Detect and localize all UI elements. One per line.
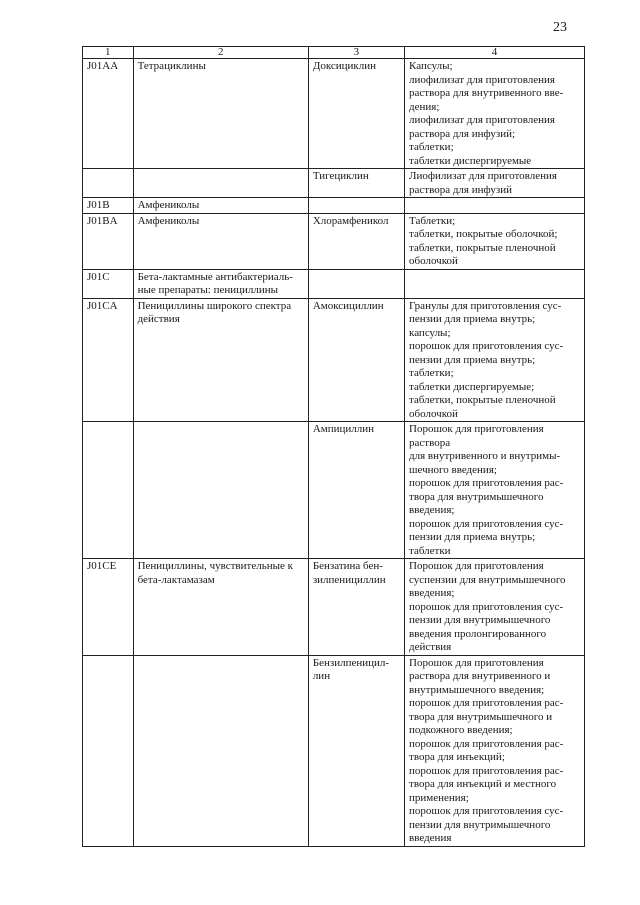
table-row bbox=[83, 422, 585, 559]
cell-text-line: действия bbox=[137, 313, 180, 325]
cell-text-line: введения; bbox=[409, 587, 455, 599]
cell-text-line: ные препараты: пенициллины bbox=[137, 284, 279, 296]
cell-text-line: Порошок для приготовления bbox=[409, 560, 544, 572]
dosage-forms-cell bbox=[405, 169, 585, 198]
group-name-cell bbox=[133, 59, 308, 169]
cell-text-line: таблетки, покрытые оболочкой; bbox=[409, 228, 558, 240]
cell-text-line: для внутривенного и внутримы- bbox=[409, 450, 561, 462]
drug-name-cell bbox=[308, 655, 404, 846]
table-row bbox=[83, 269, 585, 298]
cell-text-line: шечного введения; bbox=[409, 463, 497, 476]
atc-code-cell bbox=[83, 198, 134, 214]
cell-text-line: оболочкой bbox=[409, 255, 458, 267]
cell-text-line: Порошок для приготовления bbox=[409, 656, 544, 669]
cell-text-line: таблетки, покрытые пленочной bbox=[409, 241, 556, 254]
table-header-row bbox=[83, 47, 585, 59]
atc-code-cell bbox=[83, 655, 134, 846]
cell-text-line: J01AA bbox=[87, 60, 119, 72]
dosage-forms-cell bbox=[405, 422, 585, 559]
atc-code-cell bbox=[83, 559, 134, 656]
cell-text-line: Гранулы для приготовления сус- bbox=[409, 299, 562, 312]
drug-name-cell bbox=[308, 198, 404, 214]
table-row bbox=[83, 59, 585, 169]
cell-text-line: раствора для инфузий bbox=[409, 183, 512, 196]
atc-code-cell bbox=[83, 298, 134, 422]
cell-text-line: действия bbox=[409, 641, 452, 653]
group-name-cell bbox=[133, 422, 308, 559]
cell-text-line: J01C bbox=[87, 270, 110, 283]
dosage-forms-cell bbox=[405, 298, 585, 422]
cell-text-line: Ампициллин bbox=[312, 423, 375, 435]
cell-text-line: Бензилпеницил- bbox=[312, 656, 390, 669]
header-cell-3: 3 bbox=[308, 47, 404, 59]
drug-name-cell bbox=[308, 59, 404, 169]
header-cell-4: 4 bbox=[405, 47, 585, 59]
cell-text-line: пензии для приема внутрь; bbox=[409, 313, 536, 325]
cell-text-line: порошок для приготовления сус- bbox=[409, 517, 564, 530]
cell-text-line: пензии для внутримышечного bbox=[409, 614, 551, 626]
cell-text-line: твора для инъекций; bbox=[409, 751, 505, 763]
atc-code-cell bbox=[83, 269, 134, 298]
dosage-forms-cell bbox=[405, 59, 585, 169]
page-number: 23 bbox=[553, 20, 567, 35]
group-name-cell bbox=[133, 559, 308, 656]
cell-text-line: Пенициллины, чувствительные к bbox=[137, 560, 293, 572]
cell-text-line: раствора для внутривенного и bbox=[409, 670, 551, 682]
drug-name-cell bbox=[308, 169, 404, 198]
dosage-forms-cell bbox=[405, 655, 585, 846]
cell-text-line: Амоксициллин bbox=[312, 299, 384, 312]
group-name-cell bbox=[133, 269, 308, 298]
table-row bbox=[83, 198, 585, 214]
cell-text-line: порошок для приготовления сус- bbox=[409, 340, 564, 352]
cell-text-line: Тетрациклины bbox=[137, 60, 206, 72]
cell-text-line: пензии для внутримышечного bbox=[409, 818, 551, 831]
cell-text-line: Тигециклин bbox=[312, 170, 369, 182]
cell-text-line: порошок для приготовления рас- bbox=[409, 764, 564, 777]
cell-text-line: порошок для приготовления сус- bbox=[409, 600, 564, 613]
table-row bbox=[83, 213, 585, 269]
table-row bbox=[83, 169, 585, 198]
atc-code-cell bbox=[83, 422, 134, 559]
cell-text-line: Амфениколы bbox=[137, 199, 200, 211]
cell-text-line: порошок для приготовления рас- bbox=[409, 737, 564, 750]
cell-text-line: Пенициллины широкого спектра bbox=[137, 299, 292, 312]
cell-text-line: порошок для приготовления сус- bbox=[409, 805, 564, 817]
header-cell-2: 2 bbox=[133, 47, 308, 59]
table-row bbox=[83, 655, 585, 846]
cell-text-line: Доксициклин bbox=[312, 60, 377, 72]
cell-text-line: таблетки; bbox=[409, 367, 454, 379]
cell-text-line: таблетки диспергируемые; bbox=[409, 380, 535, 393]
cell-text-line: Капсулы; bbox=[409, 60, 453, 72]
cell-text-line: введения bbox=[409, 832, 452, 844]
cell-text-line: Бета-лактамные антибактериаль- bbox=[137, 270, 293, 283]
cell-text-line: таблетки диспергируемые bbox=[409, 154, 532, 167]
group-name-cell bbox=[133, 198, 308, 214]
cell-text-line: J01CE bbox=[87, 560, 117, 572]
dosage-forms-cell bbox=[405, 269, 585, 298]
cell-text-line: лиофилизат для приготовления bbox=[409, 73, 555, 86]
drug-table bbox=[82, 46, 585, 847]
table-row bbox=[83, 298, 585, 422]
cell-text-line: зилпенициллин bbox=[312, 573, 386, 586]
atc-code-cell bbox=[83, 213, 134, 269]
cell-text-line: внутримышечного введения; bbox=[409, 683, 545, 696]
cell-text-line: J01BA bbox=[87, 214, 118, 227]
cell-text-line: капсулы; bbox=[409, 326, 451, 339]
dosage-forms-cell bbox=[405, 213, 585, 269]
cell-text-line: раствора bbox=[409, 436, 451, 449]
drug-table-body bbox=[83, 47, 585, 847]
cell-text-line: порошок для приготовления рас- bbox=[409, 697, 564, 709]
cell-text-line: суспензии для внутримышечного bbox=[409, 573, 566, 586]
drug-name-cell bbox=[308, 559, 404, 656]
cell-text-line: Бензатина бен- bbox=[312, 560, 383, 572]
cell-text-line: порошок для приготовления рас- bbox=[409, 477, 564, 489]
dosage-forms-cell bbox=[405, 559, 585, 656]
cell-text-line: J01B bbox=[87, 199, 110, 211]
cell-text-line: введения; bbox=[409, 504, 455, 516]
cell-text-line: Хлорамфеникол bbox=[312, 214, 389, 227]
cell-text-line: Порошок для приготовления bbox=[409, 423, 544, 435]
header-cell-1: 1 bbox=[83, 47, 134, 59]
group-name-cell bbox=[133, 298, 308, 422]
group-name-cell bbox=[133, 655, 308, 846]
drug-name-cell bbox=[308, 298, 404, 422]
cell-text-line: таблетки bbox=[409, 544, 451, 557]
cell-text-line: Амфениколы bbox=[137, 214, 200, 227]
cell-text-line: таблетки; bbox=[409, 141, 454, 153]
atc-code-cell bbox=[83, 169, 134, 198]
cell-text-line: лиофилизат для приготовления bbox=[409, 114, 555, 126]
cell-text-line: J01CA bbox=[87, 299, 118, 312]
cell-text-line: твора для инъекций и местного bbox=[409, 778, 557, 790]
cell-text-line: оболочкой bbox=[409, 407, 458, 420]
cell-text-line: пензии для приема внутрь; bbox=[409, 531, 536, 543]
cell-text-line: применения; bbox=[409, 791, 469, 804]
table-row bbox=[83, 559, 585, 656]
cell-text-line: введения пролонгированного bbox=[409, 627, 547, 640]
group-name-cell bbox=[133, 213, 308, 269]
cell-text-line: раствора для внутривенного вве- bbox=[409, 87, 564, 99]
cell-text-line: пензии для приема внутрь; bbox=[409, 353, 536, 366]
cell-text-line: Таблетки; bbox=[409, 214, 456, 227]
drug-name-cell bbox=[308, 269, 404, 298]
drug-name-cell bbox=[308, 213, 404, 269]
atc-code-cell bbox=[83, 59, 134, 169]
dosage-forms-cell bbox=[405, 198, 585, 214]
cell-text-line: раствора для инфузий; bbox=[409, 127, 516, 140]
cell-text-line: таблетки, покрытые пленочной bbox=[409, 394, 556, 406]
cell-text-line: бета-лактамазам bbox=[137, 573, 215, 586]
cell-text-line: твора для внутримышечного и bbox=[409, 710, 553, 723]
drug-name-cell bbox=[308, 422, 404, 559]
group-name-cell bbox=[133, 169, 308, 198]
cell-text-line: твора для внутримышечного bbox=[409, 490, 544, 503]
cell-text-line: подкожного введения; bbox=[409, 724, 513, 736]
cell-text-line: Лиофилизат для приготовления bbox=[409, 170, 557, 182]
cell-text-line: дения; bbox=[409, 100, 440, 113]
cell-text-line: лин bbox=[312, 670, 331, 682]
